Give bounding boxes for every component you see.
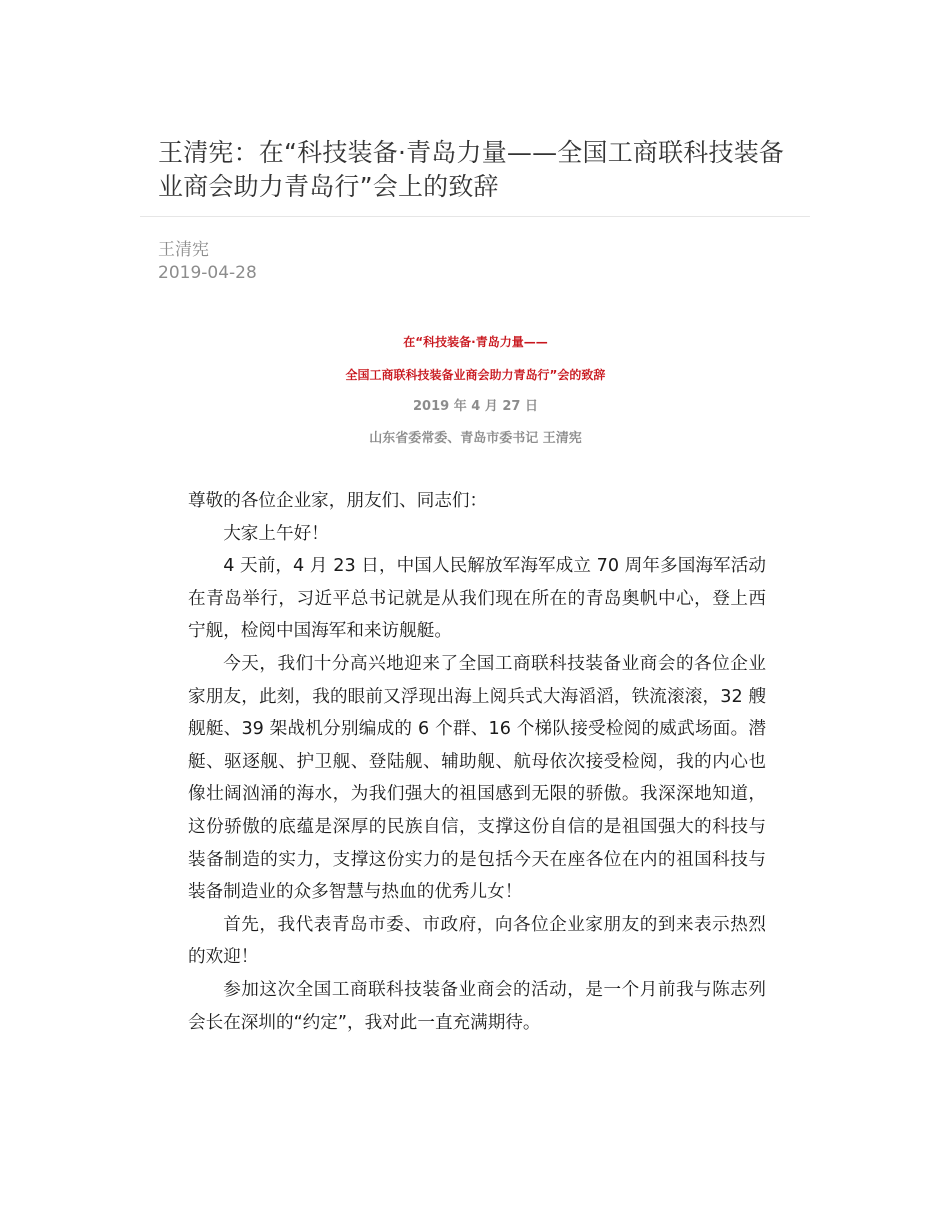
speech-title-line-1: 在“科技装备·青岛力量—— [403,335,548,349]
article-meta [158,239,257,285]
article-title: 王清宪：在“科技装备·青岛力量——全国工商联科技装备业商会助力青岛行”会上的致辞 [158,138,785,201]
title-divider [140,216,810,217]
article-author: 王清宪 [158,240,209,260]
speech-body [188,485,766,1039]
greeting-paragraph: 大家上午好！ [223,523,329,544]
body-paragraph: 首先，我代表青岛市委、市政府，向各位企业家朋友的到来表示热烈的欢迎！ [188,914,766,968]
speech-speaker: 山东省委常委、青岛市委书记 王清宪 [369,431,582,446]
speech-date: 2019 年 4 月 27 日 [413,399,538,414]
body-paragraph: 参加这次全国工商联科技装备业商会的活动，是一个月前我与陈志列会长在深圳的“约定”，我对此一直充满期待。 [188,979,766,1033]
body-paragraph: 4 天前，4 月 23 日，中国人民解放军海军成立 70 周年多国海军活动在青岛举行，习近平总书记就是从我们现在所在的青岛奥帆中心，登上西宁舰，检阅中国海军和来访舰艇。 [188,556,766,642]
article-header [140,128,810,217]
article-date: 2019-04-28 [158,263,257,283]
speech-title-line-2: 全国工商联科技装备业商会助力青岛行”会的致辞 [345,368,606,382]
salutation-paragraph: 尊敬的各位企业家，朋友们、同志们： [188,491,488,511]
body-paragraph: 今天，我们十分高兴地迎来了全国工商联科技装备业商会的各位企业家朋友，此刻，我的眼前又浮现出海上阅兵式大海滔滔，铁流滚滚，32 艘舰艇、39 架战机分别编成的 6 个群、16 个梯队接受检阅的威武场面。潜艇、驱逐舰、护卫舰、登陆舰、辅助舰、航母依次接受检阅，我的内心也像壮阔汹涌的海水，为我们强大的祖国感到无限的骄傲。我深深地知道，这份骄傲的底蕴是深厚的民族自信，支撑这份自信的是祖国强大的科技与装备制造的实力，支撑这份实力的是包括今天在座各位在内的祖国科技与装备制造业的众多智慧与热血的优秀儿女！ [188,653,766,903]
